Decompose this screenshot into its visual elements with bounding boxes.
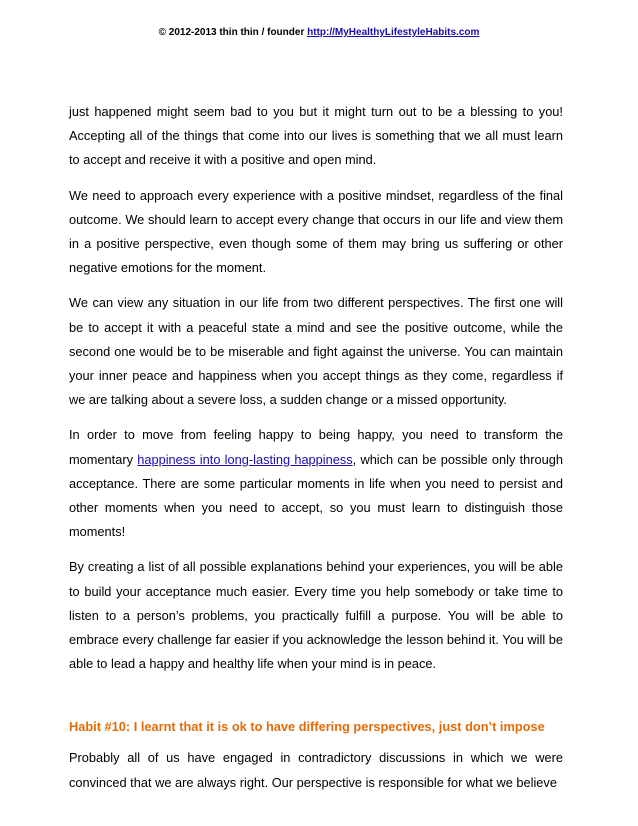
paragraph: Probably all of us have engaged in contradictory discussions in which we were convinced that we are always right. Our perspective is responsible for what we believe (69, 750, 563, 790)
page-header (0, 27, 638, 38)
section-heading: Habit #10: I learnt that it is ok to have differing perspectives, just don’t impose (69, 719, 545, 735)
copyright-text: © 2012-2013 thin thin / founder (158, 27, 308, 38)
paragraph-text: , which can be possible only through acceptance. There are some particular moments in life when you need to persist and other moments when you need to accept, so you must learn to distinguish those moments! (69, 451, 563, 540)
paragraph: We can view any situation in our life from two different perspectives. The first one will be to accept it with a peaceful state a mind and see the positive outcome, while the second one would be to be miserable and fight against the universe. You can maintain your inner peace and happiness when you accept things as they come, regardless if we are talking about a severe loss, a sudden change or a missed opportunity. (69, 295, 563, 408)
happiness-link[interactable]: happiness into long-lasting happiness (137, 451, 353, 467)
document-body (69, 100, 563, 795)
paragraph: By creating a list of all possible explanations behind your experiences, you will be able to build your acceptance much easier. Every time you help somebody or take time to listen to a person’s problems, you practically fulfill a purpose. You will be able to embrace every challenge far easier if you acknowledge the lesson behind it. You will be able to lead a happy and healthy life when your mind is in peace. (69, 559, 563, 672)
paragraph: We need to approach every experience with a positive mindset, regardless of the final outcome. We should learn to accept every change that occurs in our life and view them in a positive perspective, even though some of them may bring us suffering or other negative emotions for the moment. (69, 187, 563, 276)
paragraph-text: In order to move from feeling happy to being happy, you need to transform the momentary (69, 427, 563, 467)
paragraph: just happened might seem bad to you but it might turn out to be a blessing to you! Accepting all of the things that come into our lives is something that we all must learn to accept and receive it with a positive and open mind. (69, 104, 563, 168)
website-link[interactable]: http://MyHealthyLifestyleHabits.com (307, 27, 480, 38)
paragraph (69, 423, 563, 544)
